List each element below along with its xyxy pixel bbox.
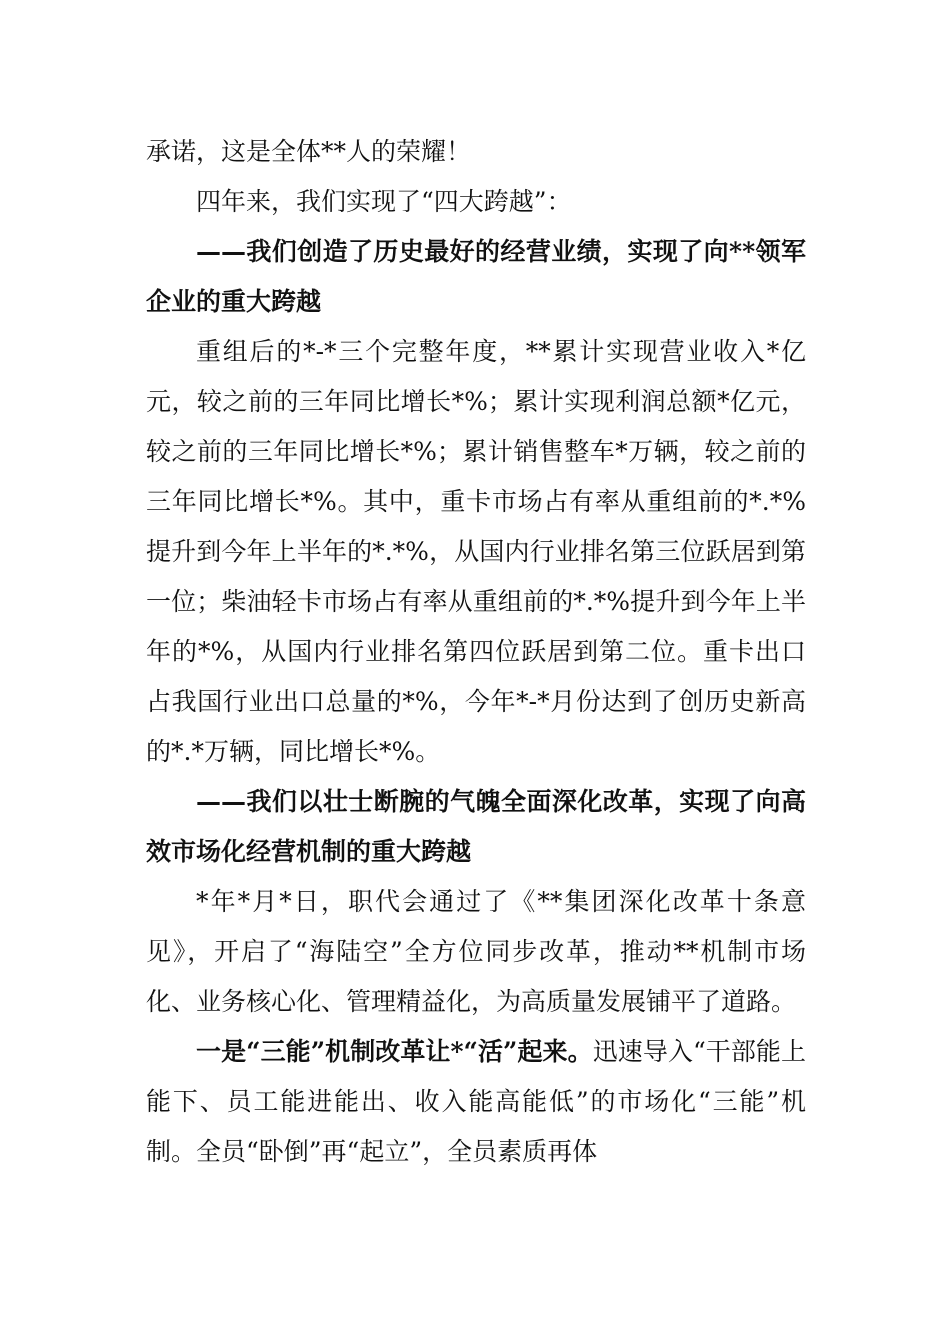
heading-leap-one: ——我们创造了历史最好的经营业绩，实现了向**领军企业的重大跨越 [146, 237, 806, 316]
paragraph-intro: 四年来，我们实现了“四大跨越”： [196, 187, 572, 216]
paragraph-reform: *年*月*日，职代会通过了《**集团深化改革十条意见》，开启了“海陆空”全方位同步改革，推动**机制市场化、业务核心化、管理精益化，为高质量发展铺平了道路。 [146, 887, 806, 1016]
paragraph-lead-sentence: 一是“三能”机制改革让*“活”起来。 [196, 1037, 593, 1066]
document-body [146, 127, 806, 1177]
heading-leap-two: ——我们以壮士断腕的气魄全面深化改革，实现了向高效市场化经营机制的重大跨越 [146, 787, 806, 866]
paragraph-three-abilities [146, 1027, 806, 1177]
paragraph-performance: 重组后的*-*三个完整年度，**累计实现营业收入*亿元，较之前的三年同比增长*%；累计实现利润总额*亿元，较之前的三年同比增长*%；累计销售整车*万辆，较之前的三年同比增长*%。其中，重卡市场占有率从重组前的*.*%提升到今年上半年的*.*%，从国内行业排名第三位跃居到第一位；柴油轻卡市场占有率从重组前的*.*%提升到今年上半年的*%，从国内行业排名第四位跃居到第二位。重卡出口占我国行业出口总量的*%，今年*-*月份达到了创历史新高的*.*万辆，同比增长*%。 [146, 337, 806, 766]
paragraph-body-text: 迅速导入“干部能上能下、员工能进能出、收入能高能低”的市场化“三能”机制。全员“卧倒”再“起立”，全员素质再体 [146, 1037, 806, 1166]
paragraph-continuation: 承诺，这是全体**人的荣耀！ [146, 137, 472, 166]
